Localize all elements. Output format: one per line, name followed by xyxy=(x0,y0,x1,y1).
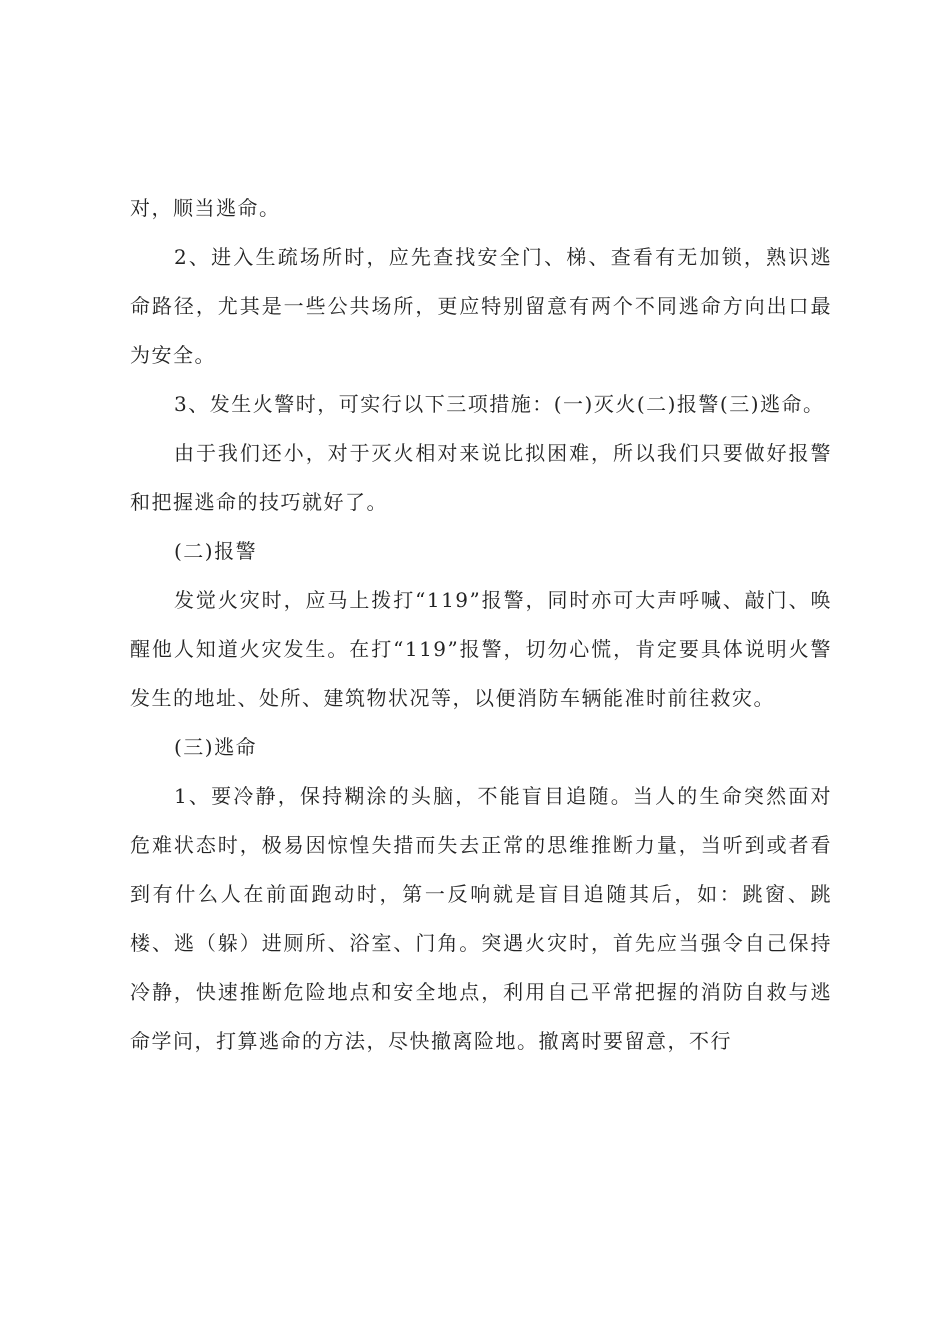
paragraph-continuation: 对，顺当逃命。 xyxy=(130,196,281,220)
paragraph-item-2: 2、进入生疏场所时，应先查找安全门、梯、查看有无加锁，熟识逃命路径，尤其是一些公共场所，更应特别留意有两个不同逃命方向出口最为安全。 xyxy=(130,245,832,367)
section-heading-alarm: (二)报警 xyxy=(174,539,258,563)
paragraph-item-3: 3、发生火警时，可实行以下三项措施：(一)灭火(二)报警(三)逃命。 xyxy=(174,392,825,416)
paragraph-alarm: 发觉火灾时，应马上拨打“119”报警，同时亦可大声呼喊、敲门、唤醒他人知道火灾发生。在打“119”报警，切勿心慌，肯定要具体说明火警发生的地址、处所、建筑物状况等，以便消防车辆能准时前往救灾。 xyxy=(130,588,832,710)
paragraph-escape-1: 1、要冷静，保持糊涂的头脑，不能盲目追随。当人的生命突然面对危难状态时，极易因惊惶失措而失去正常的思维推断力量，当听到或者看到有什么人在前面跑动时，第一反响就是盲目追随其后，如：跳窗、跳楼、逃（躲）进厕所、浴室、门角。突遇火灾时，首先应当强令自己保持冷静，快速推断危险地点和安全地点，利用自己平常把握的消防自救与逃命学问，打算逃命的方法，尽快撤离险地。撤离时要留意，不行 xyxy=(130,784,832,1053)
paragraph-note: 由于我们还小，对于灭火相对来说比拟困难，所以我们只要做好报警和把握逃命的技巧就好了。 xyxy=(130,441,832,514)
document-body xyxy=(130,184,832,1066)
section-heading-escape: (三)逃命 xyxy=(174,735,258,759)
